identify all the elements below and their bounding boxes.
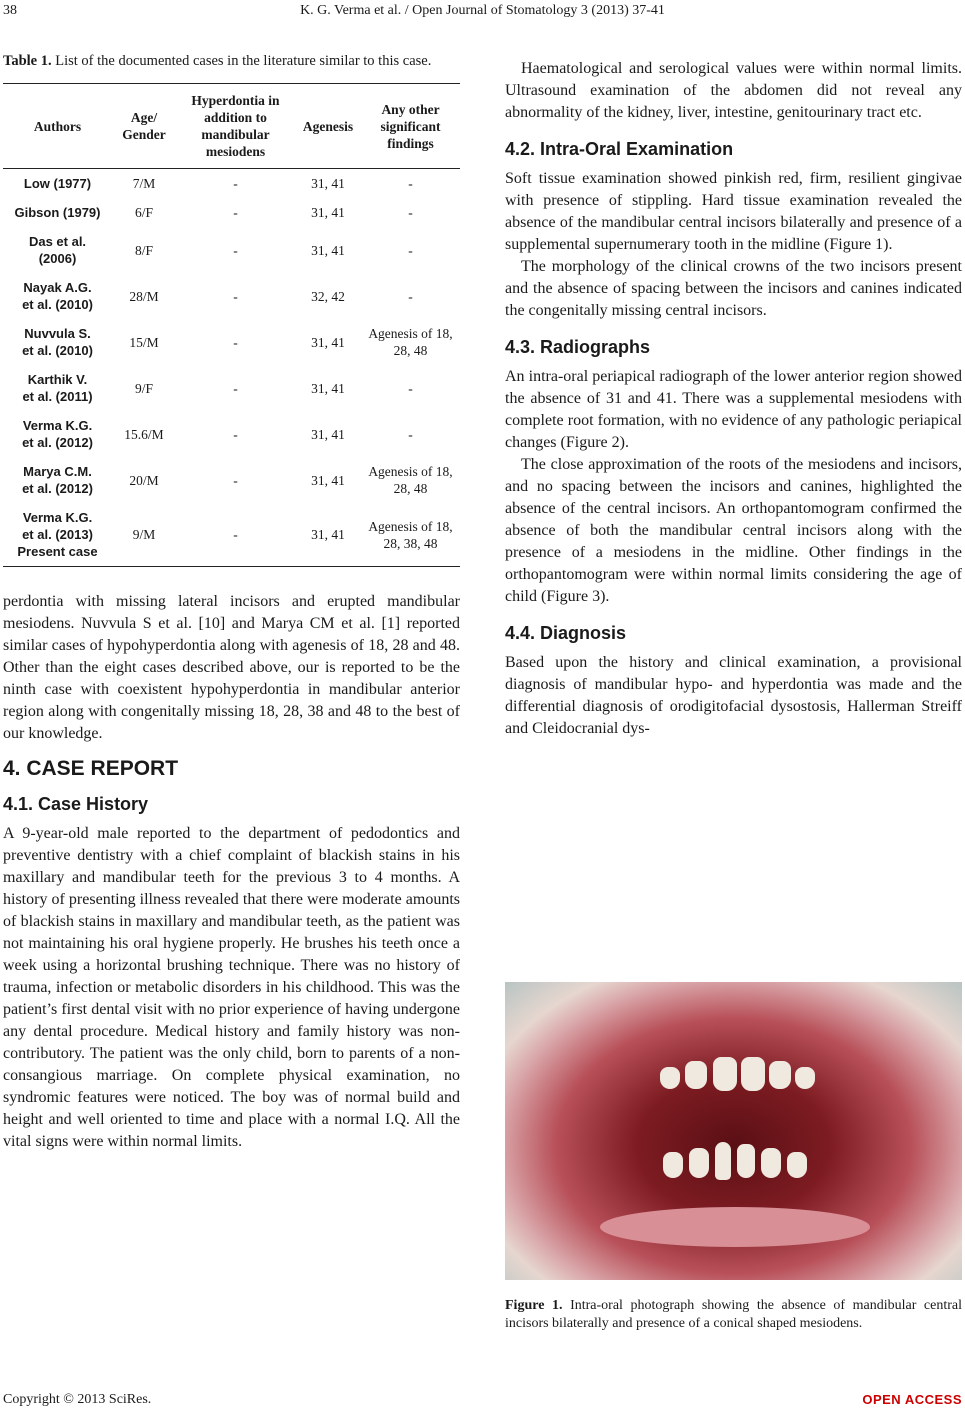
age-gender-cell-line: 9/F — [134, 380, 153, 396]
right-paragraph-2: Soft tissue examination showed pinkish red, firm, resilient gingivae with presence of stippling. Hard tissue examination revealed the absence of the mandibular central incisors bilaterally and presence of a supplemental supernumerary tooth in the midline (Figure 1). — [505, 170, 962, 253]
hyperdontia-cell-line: - — [233, 527, 238, 542]
author-cell-line: Marya C.M. — [23, 464, 92, 479]
agenesis-cell-line: 31, 41 — [311, 527, 345, 542]
agenesis-cell — [295, 273, 361, 319]
agenesis-cell — [295, 227, 361, 273]
author-cell-line: Present case — [17, 544, 98, 559]
agenesis-cell — [295, 169, 361, 199]
table-row — [3, 198, 460, 227]
table-row — [3, 503, 460, 567]
age-gender-cell — [112, 411, 176, 457]
author-cell — [3, 169, 112, 199]
author-cell-line: et al. (2010) — [22, 343, 93, 358]
right-paragraph-4: An intra-oral periapical radiograph of the lower anterior region showed the absence of 31 and 41. There was a supplemental mesiodens with complete root formation, with no evidence of any pathologic periapical changes (Figure 2). — [505, 368, 962, 451]
hyperdontia-cell — [176, 411, 295, 457]
right-paragraph-3: The morphology of the clinical crowns of the two incisors present and the absence of spacing between the incisors and canines indicated the congenitally missing central incisors. — [505, 258, 962, 319]
age-gender-cell-line: 6/F — [134, 205, 153, 220]
age-gender-cell — [112, 457, 176, 503]
hyperdontia-cell-line: - — [233, 426, 238, 442]
subsection-heading-case-history: 4.1. Case History — [3, 794, 149, 814]
age-gender-cell — [112, 503, 176, 567]
other-findings-cell — [361, 503, 460, 567]
other-findings-cell-line: - — [408, 176, 413, 191]
cases-table — [3, 83, 460, 567]
age-gender-cell-line: 15.6/M — [124, 426, 164, 442]
lower-lip — [600, 1207, 870, 1247]
author-cell-line: (2006) — [38, 251, 77, 266]
hyperdontia-cell — [176, 457, 295, 503]
age-gender-cell — [112, 227, 176, 273]
age-gender-cell-line: 15/M — [129, 334, 159, 350]
right-column — [505, 58, 962, 740]
age-gender-cell — [112, 169, 176, 199]
author-cell-line: et al. (2013) — [22, 527, 93, 542]
col-header-age-gender: Age/ Gender — [122, 110, 166, 142]
author-cell-line: et al. (2010) — [22, 297, 93, 312]
hyperdontia-cell — [176, 227, 295, 273]
table-row — [3, 319, 460, 365]
lower-teeth — [655, 1142, 820, 1186]
left-column — [3, 52, 460, 1153]
hyperdontia-cell-line: - — [233, 380, 238, 396]
author-cell — [3, 198, 112, 227]
hyperdontia-cell — [176, 365, 295, 411]
other-findings-cell — [361, 411, 460, 457]
age-gender-cell-line: 7/M — [132, 176, 156, 191]
hyperdontia-cell — [176, 319, 295, 365]
table-header-row — [3, 84, 460, 169]
author-cell-line: Nuvvula S. — [24, 326, 91, 341]
col-header-hyperdontia: Hyperdontia in addition to mandibular mesiodens — [191, 93, 280, 159]
author-cell-line: et al. (2012) — [22, 435, 93, 450]
page-footer — [3, 1392, 962, 1408]
age-gender-cell — [112, 198, 176, 227]
author-cell — [3, 411, 112, 457]
agenesis-cell-line: 31, 41 — [311, 176, 345, 191]
subsection-heading-diagnosis: 4.4. Diagnosis — [505, 623, 627, 643]
copyright-text: Copyright © 2013 SciRes. — [3, 1392, 152, 1407]
author-cell — [3, 457, 112, 503]
running-header — [0, 3, 965, 23]
agenesis-cell — [295, 503, 361, 567]
hyperdontia-cell-line: - — [233, 242, 238, 258]
hyperdontia-cell-line: - — [233, 334, 238, 350]
table-caption-label: Table 1. — [3, 53, 52, 69]
age-gender-cell-line: 8/F — [134, 242, 153, 258]
subsection-heading-intraoral: 4.2. Intra-Oral Examination — [505, 139, 734, 159]
author-cell-line: Verma K.G. — [22, 510, 93, 525]
upper-teeth — [655, 1057, 820, 1097]
table-caption — [3, 52, 460, 71]
figure-caption-text: Intra-oral photograph showing the absence of mandibular central incisors bilaterally and presence of a conical shaped mesiodens. — [505, 1298, 963, 1331]
other-findings-cell-line: - — [408, 380, 413, 396]
author-cell-line: Nayak A.G. — [23, 280, 92, 295]
author-cell-line: Low (1977) — [23, 176, 92, 191]
hyperdontia-cell-line: - — [233, 205, 238, 220]
left-paragraph-1: perdontia with missing lateral incisors and erupted mandibular mesiodens. Nuvvula S et al. [10] and Marya CM et al. [1] reported similar cases of hypohyperdontia along with agenesis of 18, 28 and 48. Other than the eight cases described above, our is reported to be the ninth case with coexistent hypohyperdontia in mandibular anterior region along with congenitally missing 18, 28, 38 and 48 to the best of our knowledge. — [3, 593, 460, 742]
other-findings-cell — [361, 319, 460, 365]
other-findings-cell — [361, 169, 460, 199]
author-cell — [3, 503, 112, 567]
author-cell-line: Das et al. — [28, 234, 87, 249]
age-gender-cell — [112, 365, 176, 411]
age-gender-cell-line: 9/M — [132, 527, 156, 542]
right-paragraph-6: Based upon the history and clinical examination, a provisional diagnosis of mandibular hypo- and hyperdontia was made and the differential diagnosis of orodigitofacial dysostosis, Hallerman Streiff and Cleidocranial dys- — [505, 654, 962, 737]
agenesis-cell-line: 31, 41 — [311, 205, 345, 220]
author-cell — [3, 319, 112, 365]
age-gender-cell-line: 28/M — [129, 288, 159, 304]
hyperdontia-cell — [176, 503, 295, 567]
hyperdontia-cell — [176, 198, 295, 227]
table-row — [3, 273, 460, 319]
other-findings-cell-line: Agenesis of 18, 28, 48 — [368, 464, 453, 496]
col-header-agenesis: Agenesis — [302, 118, 354, 134]
left-paragraph-case-history: A 9-year-old male reported to the department of pedodontics and preventive dentistry with a chief complaint of blackish stains in his maxillary and mandibular teeth for the previous 3 to 4 months. A history of presenting illness revealed that there were moderate amounts of blackish stains in maxillary and mandibular teeth, as the patient was not maintaining his oral hygiene properly. He brushes his teeth once a week using a horizontal brushing technique. There was no history of trauma, infection or metabolic disorders in his childhood. This was the patient’s first dental visit with no prior experience of having undergone any dental procedure. Medical history and family history was non-contributory. The patient was the only child, born to parents of a non-consangious marriage. On complete physical examination, no syndromic features were noticed. The boy was of normal build and height and well oriented to time and place with a normal I.Q. All the vital signs were within normal limits. — [3, 825, 460, 1150]
subsection-heading-radiographs: 4.3. Radiographs — [505, 337, 651, 357]
author-cell — [3, 365, 112, 411]
age-gender-cell — [112, 273, 176, 319]
figure-caption — [505, 1297, 962, 1333]
age-gender-cell — [112, 319, 176, 365]
author-cell — [3, 227, 112, 273]
hyperdontia-cell-line: - — [233, 176, 238, 191]
author-cell-line: Karthik V. — [27, 372, 88, 387]
open-access-label: OPEN ACCESS — [862, 1392, 962, 1407]
other-findings-cell — [361, 365, 460, 411]
other-findings-cell-line: - — [408, 426, 413, 442]
other-findings-cell — [361, 457, 460, 503]
right-paragraph-1: Haematological and serological values were within normal limits. Ultrasound examination of the abdomen did not reveal any abnormality of the kidney, liver, intestine, genitourinary tract etc. — [505, 60, 962, 121]
author-cell-line: et al. (2012) — [22, 481, 93, 496]
table-row — [3, 411, 460, 457]
other-findings-cell-line: - — [408, 242, 413, 258]
intraoral-photograph — [505, 982, 962, 1280]
author-cell-line: Gibson (1979) — [14, 205, 101, 220]
right-paragraph-5: The close approximation of the roots of the mesiodens and incisors, and no spacing between the incisors and canines, highlighted the absence of the central incisors. An orthopantomogram confirmed the absence of both the mandibular central incisors along with the presence of a mesiodens in the midline. Other findings in the orthopantomogram were within normal limits considering the age of child (Figure 3). — [505, 456, 962, 605]
hyperdontia-cell-line: - — [233, 288, 238, 304]
other-findings-cell-line: Agenesis of 18, 28, 38, 48 — [368, 518, 453, 551]
table-row — [3, 227, 460, 273]
table-row — [3, 457, 460, 503]
other-findings-cell-line: - — [408, 205, 413, 220]
other-findings-cell — [361, 227, 460, 273]
agenesis-cell-line: 31, 41 — [311, 380, 345, 396]
section-heading-case-report: 4. CASE REPORT — [3, 757, 179, 780]
other-findings-cell-line: Agenesis of 18, 28, 48 — [368, 326, 453, 358]
col-header-other-findings: Any other significant findings — [380, 101, 441, 151]
hyperdontia-cell — [176, 169, 295, 199]
agenesis-cell-line: 31, 41 — [311, 472, 345, 488]
table-row — [3, 169, 460, 199]
page-number: 38 — [3, 3, 17, 18]
table-row — [3, 365, 460, 411]
table-caption-text: List of the documented cases in the literature similar to this case. — [55, 53, 432, 69]
col-header-authors: Authors — [33, 118, 82, 134]
other-findings-cell — [361, 198, 460, 227]
agenesis-cell-line: 31, 41 — [311, 334, 345, 350]
agenesis-cell — [295, 319, 361, 365]
agenesis-cell — [295, 457, 361, 503]
agenesis-cell-line: 32, 42 — [311, 288, 345, 304]
age-gender-cell-line: 20/M — [129, 472, 159, 488]
hyperdontia-cell — [176, 273, 295, 319]
running-title: K. G. Verma et al. / Open Journal of Stomatology 3 (2013) 37-41 — [300, 3, 665, 18]
agenesis-cell — [295, 198, 361, 227]
other-findings-cell-line: - — [408, 288, 413, 304]
hyperdontia-cell-line: - — [233, 472, 238, 488]
agenesis-cell-line: 31, 41 — [311, 426, 345, 442]
author-cell — [3, 273, 112, 319]
agenesis-cell — [295, 411, 361, 457]
agenesis-cell — [295, 365, 361, 411]
other-findings-cell — [361, 273, 460, 319]
author-cell-line: Verma K.G. — [22, 418, 93, 433]
agenesis-cell-line: 31, 41 — [311, 242, 345, 258]
author-cell-line: et al. (2011) — [22, 389, 93, 404]
figure-caption-label: Figure 1. — [505, 1298, 563, 1313]
